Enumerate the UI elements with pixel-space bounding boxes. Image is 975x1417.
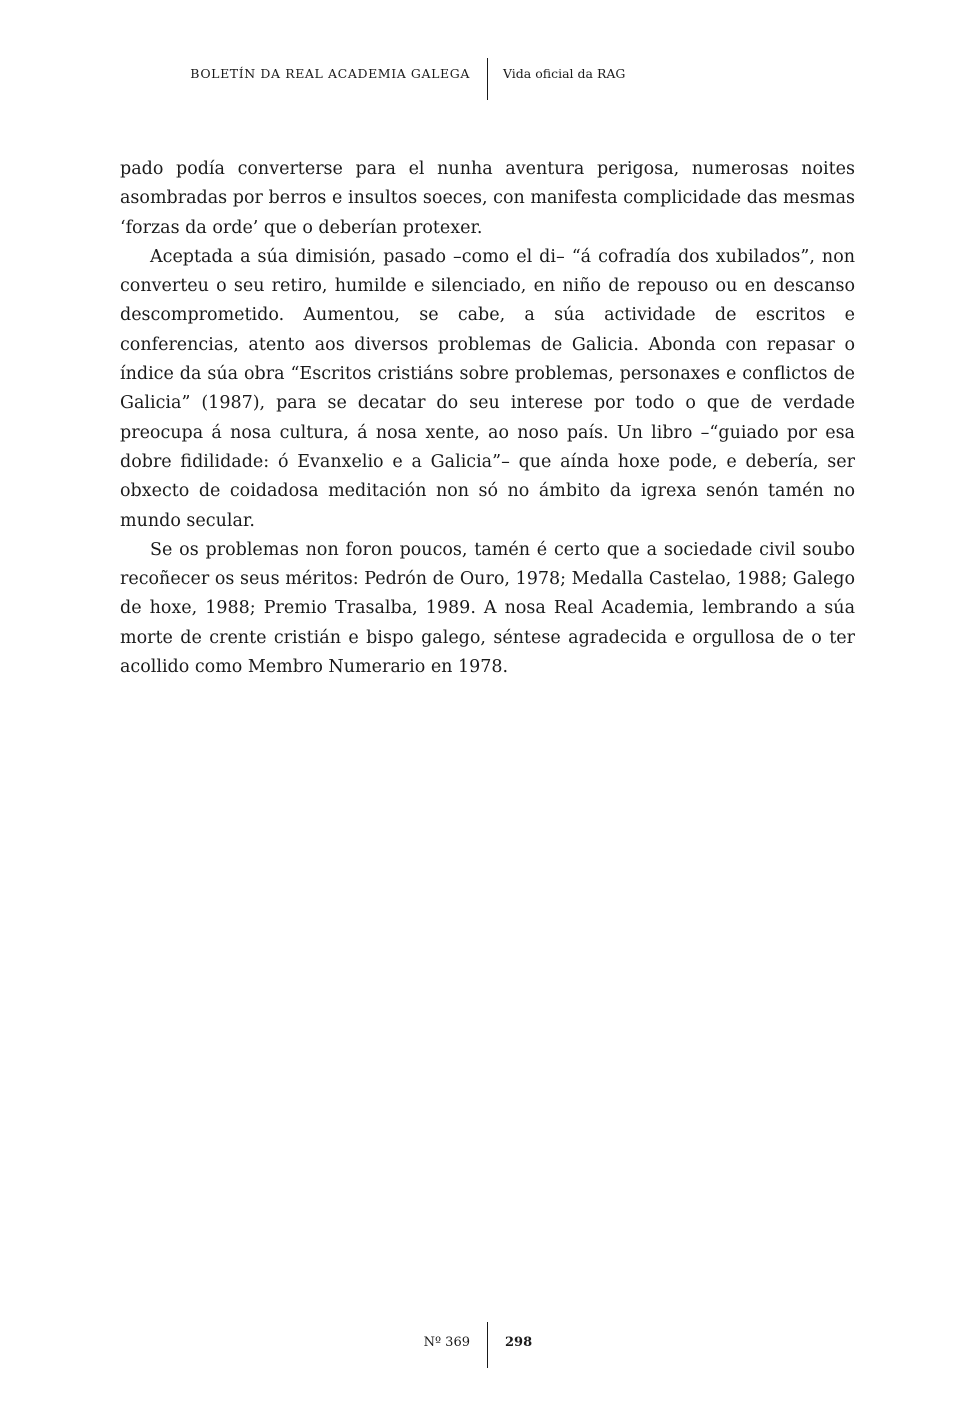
page-number: 298 <box>505 1335 533 1350</box>
footer-divider <box>487 1322 488 1368</box>
journal-title: BOLETÍN DA REAL ACADEMIA GALEGA <box>190 66 470 81</box>
page-footer <box>0 1322 975 1368</box>
section-title: Vida oficial da RAG <box>503 66 626 81</box>
header-divider <box>487 58 488 100</box>
running-head <box>0 58 975 100</box>
paragraph-3: Se os problemas non foron poucos, tamén é certo que a sociedade civil soubo recoñecer os seus méritos: Pedrón de Ouro, 1978; Medalla Castelao, 1988; Galego de hoxe, 1988; Premio Trasalba, 1989. A nosa Real Academia, lembrando a súa morte de crente cristián e bispo galego, séntese agradecida e orgullosa de o ter acollido como Membro Numerario en 1978. <box>120 539 855 678</box>
paragraph-2: Aceptada a súa dimisión, pasado –como el di– “á cofradía dos xubilados”, non converteu o seu retiro, humilde e silenciado, en niño de repouso ou en descanso descomprometido. Aumentou, se cabe, a súa actividade de escritos e conferencias, atento aos diversos problemas de Galicia. Abonda con repasar o índice da súa obra “Escritos cristiáns sobre problemas, personaxes e conflictos de Galicia” (1987), para se decatar do seu interese por todo o que de verdade preocupa á nosa cultura, á nosa xente, ao noso país. Un libro –“guiado por esa dobre fidilidade: ó Evanxelio e a Galicia”– que aínda hoxe pode, e debería, ser obxecto de coidadosa meditación non só no ámbito da igrexa senón tamén no mundo secular. <box>120 246 855 531</box>
article-body <box>120 155 855 682</box>
issue-number: Nº 369 <box>423 1335 470 1350</box>
paragraph-1: pado podía converterse para el nunha aventura perigosa, numerosas noites asombradas por berros e insultos soeces, con manifesta complicidade das mesmas ‘forzas da orde’ que o deberían protexer. <box>120 159 855 238</box>
